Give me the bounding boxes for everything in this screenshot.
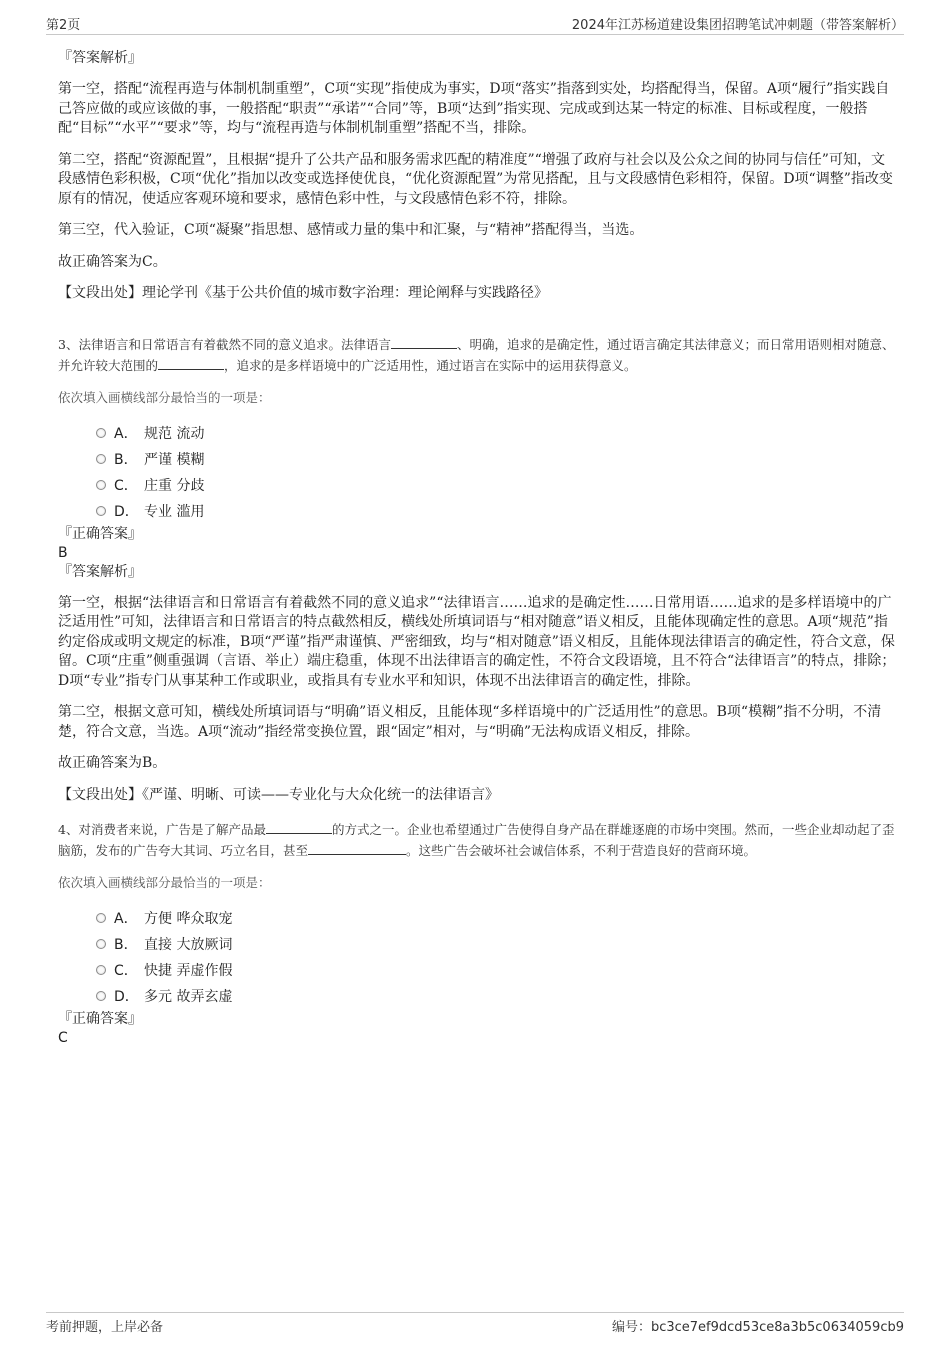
option-c[interactable]: C． 庄重 分歧 <box>58 472 896 498</box>
correct-answer: B <box>58 544 68 561</box>
option-list <box>58 420 896 524</box>
option-c[interactable]: C． 快捷 弄虚作假 <box>58 957 896 983</box>
question-stem: 3、法律语言和日常语言有着截然不同的意义追求。法律语言 、明确，追求的是确定性，通过语言确定其法律意义；而日常用语则相对随意、并允许较大范围的 ，追求的是多样语境中的广泛适用性，通过语言在实际中的运用获得意义。 <box>58 334 896 376</box>
radio-icon[interactable] <box>96 480 106 490</box>
correct-answer-label: 『正确答案』 <box>58 1011 142 1027</box>
document-title: 2024年江苏杨道建设集团招聘笔试冲刺题（带答案解析） <box>571 18 904 33</box>
fill-blank <box>391 334 457 349</box>
question-4 <box>58 819 896 1047</box>
option-b[interactable]: B． 严谨 模糊 <box>58 446 896 472</box>
analysis-paragraph: 第二空，根据文意可知，横线处所填词语与“明确”语义相反，且能体现“多样语境中的广泛适用性”的意思。B项“模糊”指不分明，不清楚，符合文意，当选。A项“流动”指经常变换位置，跟“固定”相对，与“明确”无法构成语义相反，排除。 <box>58 704 882 740</box>
radio-icon[interactable] <box>96 913 106 923</box>
analysis-paragraph: 第一空，根据“法律语言和日常语言有着截然不同的意义追求”“法律语言……追求的是确定性……日常用语……追求的是多样语境中的广泛适用性”可知，法律语言和日常语言的特点截然相反，横线处所填词语与“相对随意”语义相反，且能体现确定性的意思。A项“规范”指约定俗成或明文规定的标准，B项“严谨”指严肃谨慎、严密细致，均与“相对随意”语义相反，且能体现法律语言的确定性，符合文意，保留。C项“庄重”侧重强调（言语、举止）端庄稳重，体现不出法律语言的确定性，不符合文段语境，且不符合“法律语言”的特点，排除；D项“专业”指专门从事某种工作或职业，或指具有专业水平和知识，体现不出法律语言的确定性，排除。 <box>58 594 896 689</box>
analysis-paragraph: 第二空，搭配“资源配置”，且根据“提升了公共产品和服务需求匹配的精准度”“增强了政府与社会以及公众之间的协同与信任”可知，文段感情色彩积极，C项“优化”指加以改变或选择使优良，“优化资源配置”为常见搭配，且与文段感情色彩相符，保留。D项“调整”指改变原有的情况，使适应客观环境和要求，感情色彩中性，与文段感情色彩不符，排除。 <box>58 151 893 207</box>
analysis-label: 『答案解析』 <box>58 50 142 66</box>
fill-blank <box>308 840 406 855</box>
document-body <box>58 40 896 1047</box>
question-3 <box>58 334 896 806</box>
correct-answer: C <box>58 1030 68 1046</box>
question-prompt: 依次填入画横线部分最恰当的一项是： <box>58 389 271 405</box>
analysis-paragraph: 第一空，搭配“流程再造与体制机制重塑”，C项“实现”指使成为事实，D项“落实”指落到实处，均搭配得当，保留。A项“履行”指实践自己答应做的或应该做的事，一般搭配“职责”“承诺”“合同”等，B项“达到”指实现、完成或到达某一特定的标准、目标或程度，一般搭配“目标”“水平”“要求”等，均与“流程再造与体制机制重塑”搭配不当，排除。 <box>58 81 890 136</box>
fill-blank <box>158 355 224 370</box>
question-stem: 4、对消费者来说，广告是了解产品最 的方式之一。企业也希望通过广告使得自身产品在群雄逐鹿的市场中突围。然而，一些企业却动起了歪脑筋，发布的广告夸大其词、巧立名目，甚至 。这些广告会破坏社会诚信体系，不利于营造良好的营商环境。 <box>58 819 896 861</box>
page-number: 第2页 <box>46 18 81 33</box>
analysis-paragraph: 第三空，代入验证，C项“凝聚”指思想、感情或力量的集中和汇聚，与“精神”搭配得当，当选。 <box>58 222 644 238</box>
page-header <box>46 14 904 35</box>
radio-icon[interactable] <box>96 965 106 975</box>
text-source: 【文段出处】理论学刊《基于公共价值的城市数字治理：理论阐释与实践路径》 <box>58 285 548 301</box>
radio-icon[interactable] <box>96 454 106 464</box>
radio-icon[interactable] <box>96 991 106 1001</box>
text-source: 【文段出处】《严谨、明晰、可读——专业化与大众化统一的法律语言》 <box>58 786 499 803</box>
page-footer <box>46 1312 904 1337</box>
option-a[interactable]: A． 方便 哗众取宠 <box>58 905 896 931</box>
radio-icon[interactable] <box>96 428 106 438</box>
document-id: 编号：bc3ce7ef9dcd53ce8a3b5c0634059cb9 <box>611 1320 904 1335</box>
question-prompt: 依次填入画横线部分最恰当的一项是： <box>58 875 271 890</box>
radio-icon[interactable] <box>96 939 106 949</box>
radio-icon[interactable] <box>96 506 106 516</box>
analysis-label: 『答案解析』 <box>58 563 142 580</box>
answer-conclusion: 故正确答案为C。 <box>58 253 167 270</box>
answer-conclusion: 故正确答案为B。 <box>58 755 167 771</box>
footer-slogan: 考前押题，上岸必备 <box>46 1320 164 1335</box>
option-a[interactable]: A． 规范 流动 <box>58 420 896 446</box>
option-d[interactable]: D． 专业 滥用 <box>58 498 896 524</box>
option-list <box>58 905 896 1009</box>
fill-blank <box>266 819 332 834</box>
option-b[interactable]: B． 直接 大放厥词 <box>58 931 896 957</box>
correct-answer-label: 『正确答案』 <box>58 525 142 542</box>
question-2-analysis <box>58 48 896 304</box>
option-d[interactable]: D． 多元 故弄玄虚 <box>58 983 896 1009</box>
